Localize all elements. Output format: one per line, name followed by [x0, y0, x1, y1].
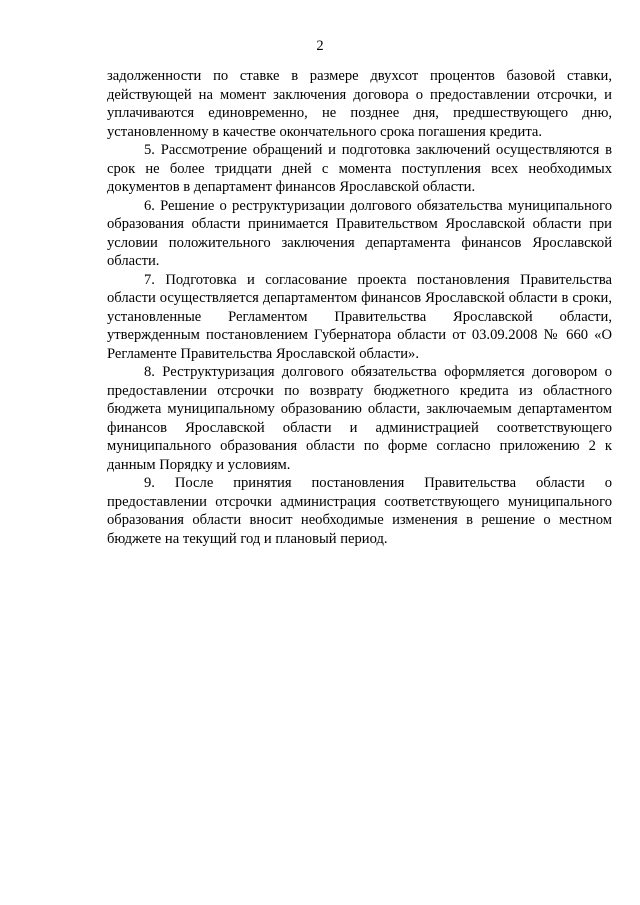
- paragraph-6: 6. Решение о реструктуризации долгового обязательства муниципального образования области принимается Правительством Ярославской области при условии положительного заключения департамента финансов Ярославской области.: [107, 197, 612, 269]
- paragraph-5: 5. Рассмотрение обращений и подготовка заключений осуществляются в срок не более тридцати дней с момента поступления всех необходимых документов в департамент финансов Ярославской области.: [107, 142, 612, 195]
- document-body: [107, 67, 612, 548]
- paragraph-7: 7. Подготовка и согласование проекта постановления Правительства области осуществляется департаментом финансов Ярославской области в сроки, установленные Регламентом Правительства Ярославской области, утвержденным постановлением Губернатора области от 03.09.2008 № 660 «О Регламенте Правительства Ярославской области».: [107, 271, 612, 362]
- paragraph-continuation: задолженности по ставке в размере двухсот процентов базовой ставки, действующей на момент заключения договора о предоставлении отсрочки, и уплачиваются единовременно, не позднее дня, предшествующего дню, установленному в качестве окончательного срока погашения кредита.: [107, 68, 612, 140]
- page-number: 2: [316, 38, 324, 54]
- paragraph-9: 9. После принятия постановления Правительства области о предоставлении отсрочки администрация соответствующего муниципального образования области вносит необходимые изменения в решение о местном бюджете на текущий год и плановый период.: [107, 475, 612, 547]
- paragraph-8: 8. Реструктуризация долгового обязательства оформляется договором о предоставлении отсрочки по возврату бюджетного кредита из областного бюджета муниципальному образованию области, заключаемым департаментом финансов Ярославской области и администрацией соответствующего муниципального образования области по форме согласно приложению 2 к данным Порядку и условиям.: [107, 364, 612, 473]
